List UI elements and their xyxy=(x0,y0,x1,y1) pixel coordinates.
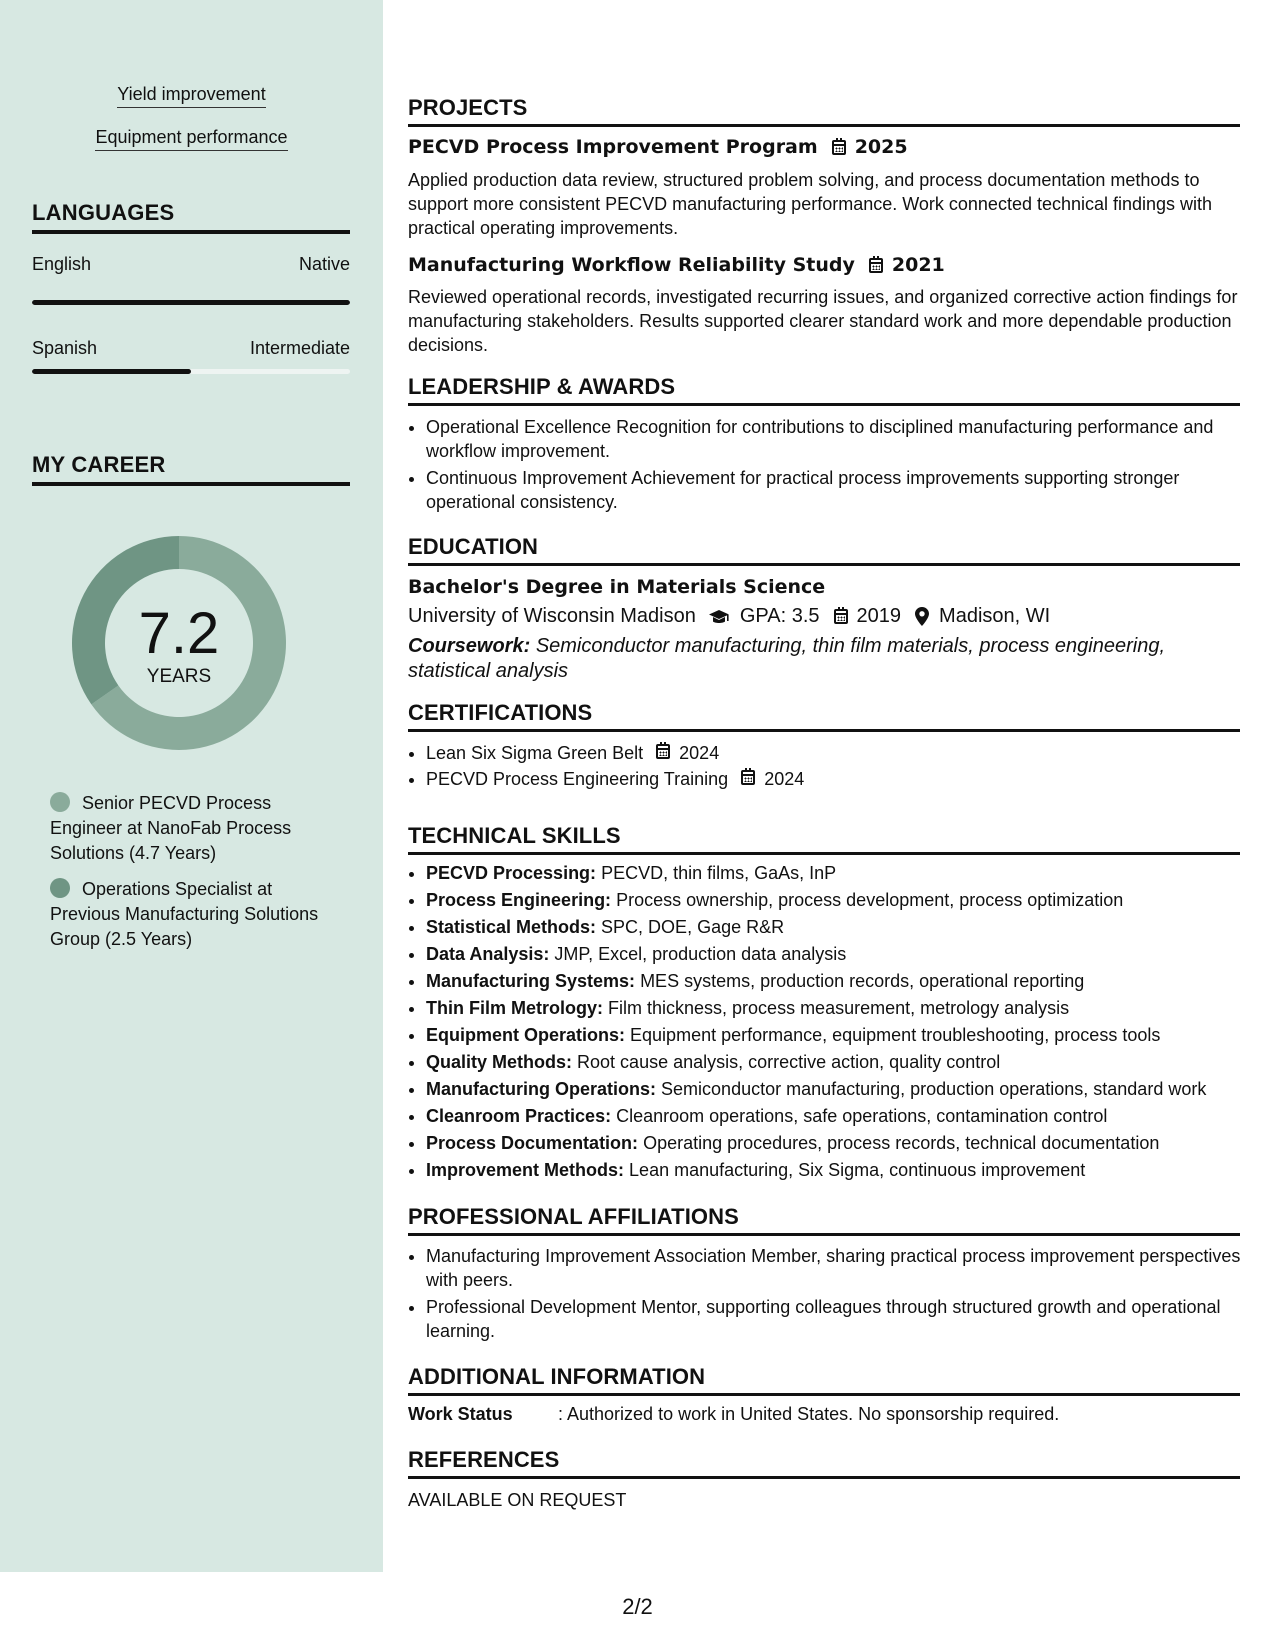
leadership-list xyxy=(408,415,1258,517)
language-bar xyxy=(32,300,350,305)
certifications-list xyxy=(408,741,1258,794)
additional-info-heading: ADDITIONAL INFORMATION xyxy=(408,1364,1240,1396)
degree-title: Bachelor's Degree in Materials Science xyxy=(408,576,826,598)
education-heading: EDUCATION xyxy=(408,534,1240,566)
project-title: PECVD Process Improvement Program 2025 xyxy=(408,136,908,158)
list-item: • Continuous Improvement Achievement for practical process improvements supporting stronger operational consistency. xyxy=(426,466,1258,514)
skill-item: • PECVD Processing: PECVD, thin films, GaAs, InP xyxy=(426,861,1258,886)
work-status-label: Work Status xyxy=(408,1404,513,1424)
career-item: Operations Specialist at Previous Manufacturing Solutions Group (2.5 Years) xyxy=(50,879,319,949)
skill-item: • Thin Film Metrology: Film thickness, process measurement, metrology analysis xyxy=(426,996,1258,1021)
affiliations-list xyxy=(408,1244,1258,1346)
project-title: Manufacturing Workflow Reliability Study 2021 xyxy=(408,254,945,276)
work-status xyxy=(408,1404,1240,1425)
skill-item: • Manufacturing Operations: Semiconductor manufacturing, production operations, standard work xyxy=(426,1077,1258,1102)
education-details xyxy=(408,605,1240,628)
career-dot xyxy=(50,878,70,898)
language-name: Spanish xyxy=(32,338,98,358)
calendar-icon xyxy=(869,258,883,273)
certifications-heading: CERTIFICATIONS xyxy=(408,700,1240,732)
references-text: AVAILABLE ON REQUEST xyxy=(408,1490,627,1510)
language-row xyxy=(32,254,350,275)
calendar-icon xyxy=(656,744,670,759)
school-name: University of Wisconsin Madison xyxy=(408,605,696,627)
skill-item: • Improvement Methods: Lean manufacturing, Six Sigma, continuous improvement xyxy=(426,1158,1258,1183)
career-heading: MY CAREER xyxy=(32,452,350,486)
skill-item: • Quality Methods: Root cause analysis, corrective action, quality control xyxy=(426,1050,1258,1075)
language-bar-fill xyxy=(32,300,350,305)
skills-list xyxy=(408,861,1258,1185)
references-heading: REFERENCES xyxy=(408,1447,1240,1479)
gpa: GPA: 3.5 xyxy=(739,605,820,627)
list-item: • Operational Excellence Recognition for contributions to disciplined manufacturing performance and workflow improvement. xyxy=(426,415,1258,463)
language-level: Native xyxy=(298,254,350,274)
skill-item: • Equipment Operations: Equipment performance, equipment troubleshooting, process tools xyxy=(426,1023,1258,1048)
language-bar xyxy=(32,369,350,374)
page-number: 2/2 xyxy=(622,1594,653,1619)
project-description: Applied production data review, structured problem solving, and process documentation methods to support more consistent PECVD manufacturing performance. Work connected technical findings with practical operating improvements. xyxy=(408,170,1213,238)
leadership-heading: LEADERSHIP & AWARDS xyxy=(408,374,1240,406)
career-total-unit: YEARS xyxy=(146,666,212,687)
language-row xyxy=(32,338,350,359)
skill-item: • Cleanroom Practices: Cleanroom operations, safe operations, contamination control xyxy=(426,1104,1258,1129)
project-description: Reviewed operational records, investigated recurring issues, and organized corrective action findings for manufacturing stakeholders. Results supported clearer standard work and more dependable production decisions. xyxy=(408,287,1238,355)
work-status-value: : Authorized to work in United States. No sponsorship required. xyxy=(558,1404,1060,1424)
career-total xyxy=(66,530,292,756)
skill-item: • Statistical Methods: SPC, DOE, Gage R&R xyxy=(426,915,1258,940)
skill-item: • Data Analysis: JMP, Excel, production data analysis xyxy=(426,942,1258,967)
skills-heading: TECHNICAL SKILLS xyxy=(408,823,1240,855)
sidebar xyxy=(0,0,383,1572)
strength-item: Yield improvement xyxy=(0,84,383,108)
career-total-value: 7.2 xyxy=(138,601,220,666)
skill-item: • Process Documentation: Operating procedures, process records, technical documentation xyxy=(426,1131,1258,1156)
languages-heading: LANGUAGES xyxy=(32,200,350,234)
strength-item: Equipment performance xyxy=(0,127,383,151)
career-dot xyxy=(50,792,70,812)
coursework: Coursework: Semiconductor manufacturing, thin film materials, process engineering, statistical analysis xyxy=(408,635,1166,682)
language-name: English xyxy=(32,254,92,274)
language-level: Intermediate xyxy=(249,338,350,358)
affiliations-heading: PROFESSIONAL AFFILIATIONS xyxy=(408,1204,1240,1236)
skill-item: • Process Engineering: Process ownership, process development, process optimization xyxy=(426,888,1258,913)
career-item: Senior PECVD Process Engineer at NanoFab Process Solutions (4.7 Years) xyxy=(50,793,292,863)
skill-item: • Manufacturing Systems: MES systems, production records, operational reporting xyxy=(426,969,1258,994)
list-item: • Manufacturing Improvement Association Member, sharing practical process improvement perspectives with peers. xyxy=(426,1244,1258,1292)
calendar-icon xyxy=(832,140,846,155)
projects-heading: PROJECTS xyxy=(408,95,1240,127)
list-item: • Lean Six Sigma Green Belt 2024 xyxy=(426,741,1258,765)
list-item: • Professional Development Mentor, supporting colleagues through structured growth and operational learning. xyxy=(426,1295,1258,1343)
language-bar-fill xyxy=(32,369,191,374)
list-item: • PECVD Process Engineering Training 2024 xyxy=(426,767,1258,791)
location-pin-icon xyxy=(915,607,929,626)
graduation-cap-icon xyxy=(708,609,730,625)
education-location: Madison, WI xyxy=(939,605,1051,627)
calendar-icon xyxy=(741,770,755,785)
calendar-icon xyxy=(834,609,848,624)
graduation-year: 2019 xyxy=(856,605,902,627)
